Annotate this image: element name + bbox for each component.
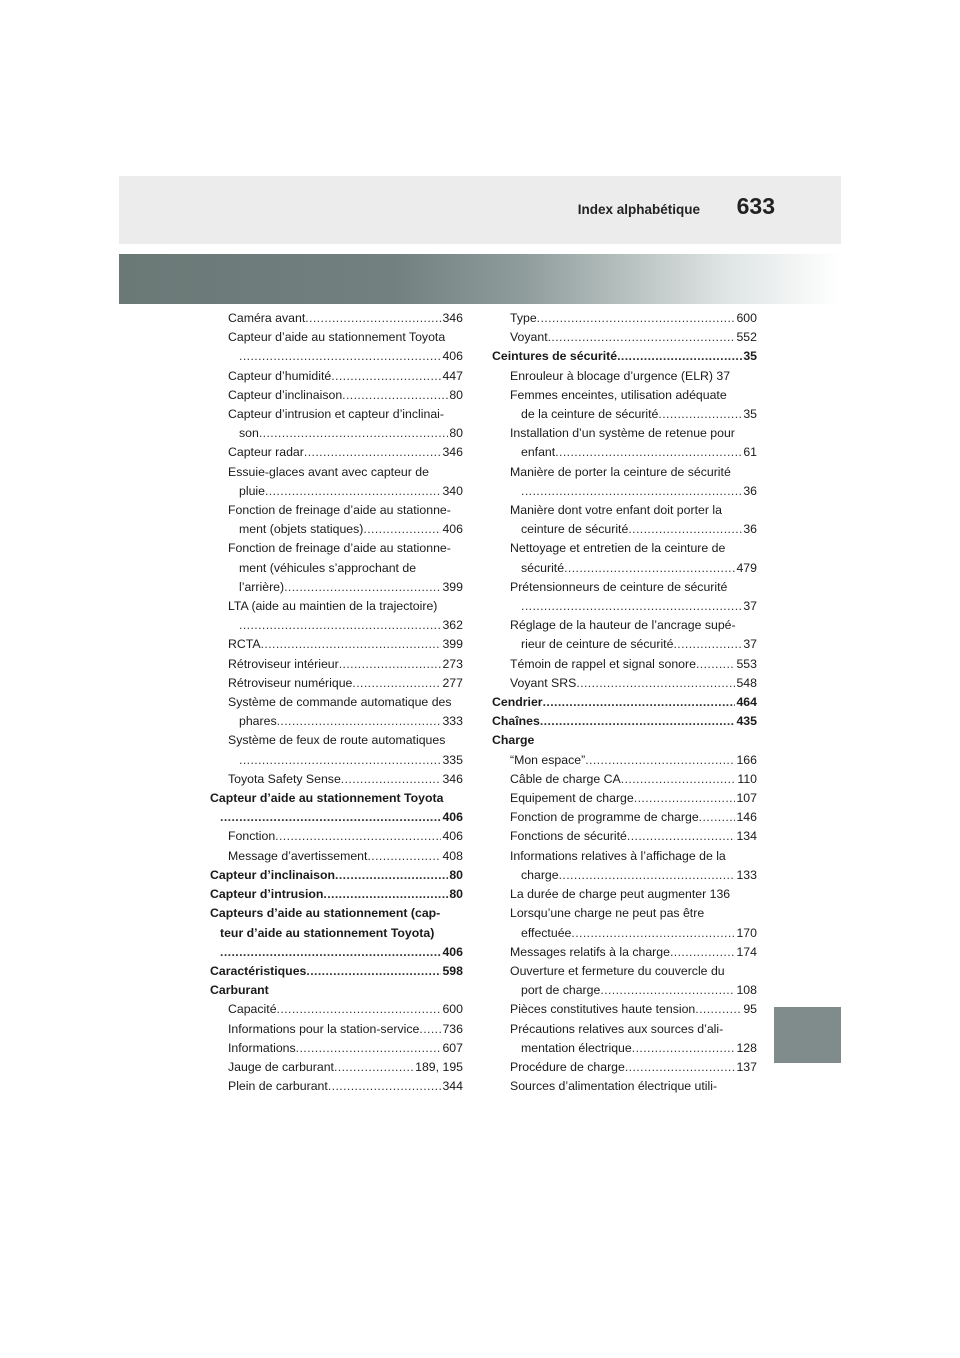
index-entry-term: Nettoyage et entretien de la ceinture de	[510, 541, 726, 556]
leader-dots	[335, 866, 448, 885]
index-entry	[492, 904, 757, 923]
leader-dots	[600, 981, 735, 1000]
index-entry-page[interactable]: 340	[442, 483, 463, 498]
index-entry-page[interactable]: 464	[736, 695, 757, 710]
index-entry-page[interactable]: 80	[449, 867, 463, 882]
index-entry-term: ment (objets statiques)	[239, 522, 364, 537]
leader-dots	[537, 309, 736, 328]
index-entry	[492, 693, 757, 712]
index-entry	[210, 1000, 463, 1019]
index-entry-term: mentation électrique	[521, 1040, 632, 1055]
leader-dots	[239, 616, 441, 635]
index-entry-term: effectuée	[521, 925, 572, 940]
index-entry	[492, 751, 757, 770]
index-entry-page[interactable]: 174	[736, 944, 757, 959]
index-entry	[210, 597, 463, 616]
index-entry	[210, 655, 463, 674]
leader-dots	[695, 1000, 742, 1019]
index-entry	[210, 1077, 463, 1096]
leader-dots	[305, 309, 441, 328]
index-entry-term: Capteur d’humidité	[228, 368, 332, 383]
leader-dots	[658, 405, 742, 424]
index-entry	[492, 962, 757, 981]
leader-dots	[342, 386, 448, 405]
index-entry-term: Câble de charge CA	[510, 771, 621, 786]
index-entry-page[interactable]: 346	[442, 771, 463, 786]
index-entry-term: Informations	[228, 1040, 296, 1055]
index-entry-term: LTA (aide au maintien de la trajectoire)	[228, 599, 438, 614]
index-entry-term: Enrouleur à blocage d’urgence (ELR) 37	[510, 368, 731, 383]
leader-dots	[239, 347, 441, 366]
index-entry	[492, 655, 757, 674]
index-entry-term: Caractéristiques	[210, 963, 307, 978]
index-entry	[210, 904, 463, 923]
index-entry-term: Informations pour la station-service	[228, 1021, 420, 1036]
index-entry	[210, 616, 463, 635]
index-entry-page[interactable]: 80	[449, 387, 463, 402]
index-entry	[492, 981, 757, 1000]
index-entry-term: son	[239, 426, 259, 441]
index-entry-page[interactable]: 553	[736, 656, 757, 671]
index-entry-page[interactable]: 333	[442, 714, 463, 729]
index-entry-page[interactable]: 346	[442, 445, 463, 460]
index-entry	[492, 463, 757, 482]
index-entry-page[interactable]: 600	[442, 1002, 463, 1017]
index-entry-term: Charge	[492, 733, 535, 748]
index-entry-term: Capteurs d’aide au stationnement (cap-	[210, 906, 441, 921]
index-entry-page[interactable]: 35	[743, 407, 757, 422]
index-entry-page[interactable]: 607	[442, 1040, 463, 1055]
index-entry	[210, 309, 463, 328]
index-entry	[210, 328, 463, 347]
section-thumb-tab	[774, 1007, 841, 1063]
index-entry-term: Capteur d’inclinaison	[228, 387, 343, 402]
index-entry	[210, 924, 463, 943]
index-entry	[210, 712, 463, 731]
index-entry-term: Capteur d’aide au stationnement Toyota	[210, 791, 444, 806]
index-entry-page[interactable]: 548	[736, 675, 757, 690]
leader-dots	[419, 1020, 441, 1039]
index-entry	[492, 731, 757, 750]
index-entry-page[interactable]: 80	[449, 426, 463, 441]
index-entry-page[interactable]: 362	[442, 618, 463, 633]
leader-dots	[341, 770, 442, 789]
index-entry	[492, 405, 757, 424]
index-entry	[492, 520, 757, 539]
index-entry-term: Cendrier	[492, 695, 543, 710]
index-entry-term: Jauge de carburant	[228, 1059, 334, 1074]
index-entry-page[interactable]: 36	[743, 522, 757, 537]
index-entry-term: Capacité	[228, 1002, 277, 1017]
decorative-band	[119, 254, 841, 304]
leader-dots	[265, 482, 441, 501]
index-entry	[492, 443, 757, 462]
leader-dots	[548, 328, 736, 347]
index-column-left	[210, 309, 463, 1096]
index-entry-page[interactable]: 600	[736, 311, 757, 325]
leader-dots	[277, 712, 442, 731]
index-entry	[210, 405, 463, 424]
index-entry-term: sécurité	[521, 560, 565, 575]
index-entry	[492, 501, 757, 520]
index-entry-page[interactable]: 552	[736, 330, 757, 345]
index-entry	[210, 424, 463, 443]
index-entry-term: Fonction de programme de charge	[510, 810, 699, 825]
index-entry	[492, 827, 757, 846]
index-entry-term: de la ceinture de sécurité	[521, 407, 659, 422]
leader-dots	[621, 770, 737, 789]
index-entry-term: Femmes enceintes, utilisation adéquate	[510, 387, 727, 402]
index-entry-term: Pièces constitutives haute tension	[510, 1002, 696, 1017]
index-entry-term: Capteur radar	[228, 445, 304, 460]
index-entry-term: Réglage de la hauteur de l’ancrage supé-	[510, 618, 736, 633]
index-entry-term: La durée de charge peut augmenter 136	[510, 887, 731, 902]
leader-dots	[284, 578, 441, 597]
index-entry	[492, 347, 757, 366]
index-entry	[492, 309, 757, 328]
index-entry-term: Fonction de freinage d’aide au stationne-	[228, 541, 451, 556]
index-entry	[210, 520, 463, 539]
index-entry	[210, 482, 463, 501]
index-entry-term: Capteur d’inclinaison	[210, 867, 336, 882]
index-entry	[492, 386, 757, 405]
index-entry-page[interactable]: 35	[743, 349, 757, 364]
index-entry	[492, 847, 757, 866]
index-entry-term: Equipement de charge	[510, 791, 634, 806]
leader-dots	[670, 943, 736, 962]
index-entry-term: Capteur d’aide au stationnement Toyota	[228, 330, 446, 345]
leader-dots	[261, 635, 442, 654]
index-entry-term: Type	[510, 311, 537, 325]
index-entry-page[interactable]: 61	[743, 445, 757, 460]
index-entry	[210, 386, 463, 405]
index-entry-term: Toyota Safety Sense	[228, 771, 341, 786]
index-entry-page[interactable]: 80	[449, 887, 463, 902]
index-entry-page[interactable]: 170	[736, 925, 757, 940]
index-entry-page[interactable]: 37	[743, 637, 757, 652]
index-entry	[492, 674, 757, 693]
index-entry	[492, 885, 757, 904]
index-entry-page[interactable]: 399	[442, 637, 463, 652]
index-entry-term: Précautions relatives aux sources d’ali-	[510, 1021, 724, 1036]
index-entry-term: Rétroviseur numérique	[228, 675, 353, 690]
index-entry	[492, 424, 757, 443]
index-entry	[210, 578, 463, 597]
leader-dots	[540, 712, 736, 731]
leader-dots	[543, 693, 736, 712]
index-entry	[492, 712, 757, 731]
index-entry-page[interactable]: 37	[743, 599, 757, 614]
index-entry	[492, 770, 757, 789]
index-entry-page[interactable]: 128	[736, 1040, 757, 1055]
index-entry	[492, 539, 757, 558]
leader-dots	[304, 443, 442, 462]
leader-dots	[634, 789, 736, 808]
index-entry-term: Message d’avertissement	[228, 848, 368, 863]
page-header	[119, 176, 841, 244]
index-entry-term: Messages relatifs à la charge	[510, 944, 670, 959]
index-column-right	[492, 309, 757, 1096]
index-entry-term: “Mon espace”	[510, 752, 586, 767]
index-entry	[210, 847, 463, 866]
index-entry	[492, 866, 757, 885]
leader-dots	[367, 847, 441, 866]
index-entry-term: Essuie-glaces avant avec capteur de	[228, 464, 429, 479]
index-entry	[210, 827, 463, 846]
index-entry	[492, 1020, 757, 1039]
leader-dots	[696, 655, 736, 674]
index-entry	[210, 501, 463, 520]
index-entry-page[interactable]: 95	[743, 1002, 757, 1017]
index-entry	[492, 789, 757, 808]
index-entry	[210, 347, 463, 366]
index-entry-term: Ouverture et fermeture du couvercle du	[510, 963, 725, 978]
index-entry-page[interactable]: 273	[442, 656, 463, 671]
index-entry	[210, 463, 463, 482]
leader-dots	[627, 827, 736, 846]
index-entry-page[interactable]: 406	[442, 810, 463, 825]
index-entry-page[interactable]: 406	[442, 349, 463, 364]
leader-dots	[259, 424, 448, 443]
index-entry	[210, 539, 463, 558]
leader-dots	[628, 520, 742, 539]
index-entry-term: Procédure de charge	[510, 1059, 625, 1074]
index-entry-page[interactable]: 447	[442, 368, 463, 383]
index-entry	[210, 693, 463, 712]
index-entry	[210, 1058, 463, 1077]
index-entry	[492, 1077, 757, 1096]
index-entry	[210, 443, 463, 462]
index-entry-page[interactable]: 36	[743, 483, 757, 498]
index-entry-page[interactable]: 108	[736, 983, 757, 998]
index-entry-term: Capteur d’intrusion et capteur d’inclinai-	[228, 407, 444, 422]
leader-dots	[339, 655, 442, 674]
index-entry-term: Installation d’un système de retenue pour	[510, 426, 735, 441]
index-entry-term: Prétensionneurs de ceinture de sécurité	[510, 579, 728, 594]
index-entry	[492, 924, 757, 943]
leader-dots	[352, 674, 441, 693]
leader-dots	[363, 520, 441, 539]
index-entry-term: RCTA	[228, 637, 261, 652]
index-entry-term: port de charge	[521, 983, 601, 998]
index-entry-page[interactable]: 146	[736, 810, 757, 825]
index-entry	[492, 559, 757, 578]
index-entry	[492, 808, 757, 827]
index-entry	[210, 751, 463, 770]
leader-dots	[331, 367, 441, 386]
index-entry-term: Fonction	[228, 829, 276, 844]
leader-dots	[564, 559, 735, 578]
index-entry-term: Carburant	[210, 983, 269, 998]
section-title: Index alphabétique	[577, 202, 700, 217]
leader-dots	[220, 808, 441, 827]
index-entry	[210, 808, 463, 827]
index-entry-page[interactable]: 133	[736, 867, 757, 882]
index-entry-page[interactable]: 406	[442, 944, 463, 959]
leader-dots	[296, 1039, 442, 1058]
index-entry	[210, 943, 463, 962]
index-entry-page[interactable]: 107	[736, 791, 757, 806]
index-entry	[492, 616, 757, 635]
index-entry-term: Voyant	[510, 330, 548, 345]
index-entry-term: Capteur d’intrusion	[210, 887, 324, 902]
index-entry	[492, 482, 757, 501]
index-entry-page[interactable]: 277	[442, 675, 463, 690]
leader-dots	[576, 674, 735, 693]
index-entry-page[interactable]: 406	[442, 522, 463, 537]
leader-dots	[632, 1039, 736, 1058]
leader-dots	[277, 1000, 442, 1019]
index-entry	[210, 866, 463, 885]
leader-dots	[673, 635, 742, 654]
index-entry-term: Informations relatives à l’affichage de la	[510, 848, 726, 863]
index-entry-term: ceinture de sécurité	[521, 522, 629, 537]
index-entry	[492, 367, 757, 386]
index-entry-page[interactable]: 435	[736, 714, 757, 729]
index-entry-page[interactable]: 346	[442, 311, 463, 325]
index-entry-term: Manière de porter la ceinture de sécurité	[510, 464, 731, 479]
index-entry-term: Caméra avant	[228, 311, 306, 325]
leader-dots	[585, 751, 735, 770]
index-entry-page[interactable]: 335	[442, 752, 463, 767]
index-entry	[210, 981, 463, 1000]
index-entry	[210, 770, 463, 789]
index-entry-term: Fonctions de sécurité	[510, 829, 627, 844]
leader-dots	[306, 962, 441, 981]
leader-dots	[571, 924, 735, 943]
index-entry	[492, 1058, 757, 1077]
index-entry	[492, 597, 757, 616]
index-entry	[492, 635, 757, 654]
index-entry-term: Ceintures de sécurité	[492, 349, 618, 364]
index-entry	[210, 674, 463, 693]
index-entry	[210, 1020, 463, 1039]
index-entry	[210, 1039, 463, 1058]
index-entry-term: Fonction de freinage d’aide au stationne-	[228, 503, 451, 518]
index-entry-term: Rétroviseur intérieur	[228, 656, 339, 671]
leader-dots	[328, 1077, 442, 1096]
index-entry	[492, 328, 757, 347]
leader-dots	[699, 808, 736, 827]
index-entry-term: teur d’aide au stationnement Toyota)	[220, 925, 435, 940]
leader-dots	[521, 597, 742, 616]
leader-dots	[617, 347, 742, 366]
index-entry-page[interactable]: 598	[442, 963, 463, 978]
leader-dots	[275, 827, 441, 846]
leader-dots	[220, 943, 441, 962]
index-entry	[210, 367, 463, 386]
index-entry-term: charge	[521, 867, 559, 882]
index-entry-page[interactable]: 189, 195	[415, 1059, 463, 1074]
leader-dots	[334, 1058, 414, 1077]
index-entry-page[interactable]: 479	[736, 560, 757, 575]
index-entry-term: l’arrière)	[239, 579, 285, 594]
index-entry-term: rieur de ceinture de sécurité	[521, 637, 674, 652]
index-entry-page[interactable]: 110	[737, 771, 757, 786]
index-entry-page[interactable]: 406	[442, 829, 463, 844]
index-entry	[210, 731, 463, 750]
index-entry	[210, 635, 463, 654]
index-entry-page[interactable]: 137	[736, 1059, 757, 1074]
index-entry	[210, 962, 463, 981]
index-entry	[492, 1039, 757, 1058]
index-entry-term: enfant	[521, 445, 556, 460]
index-entry-term: Témoin de rappel et signal sonore	[510, 656, 696, 671]
index-entry-term: Chaînes	[492, 714, 540, 729]
index-entry-page[interactable]: 736	[442, 1021, 463, 1036]
index-entry-term: Sources d’alimentation électrique utili-	[510, 1079, 718, 1094]
index-entry-term: Système de commande automatique des	[228, 695, 452, 710]
index-entry-page[interactable]: 344	[442, 1079, 463, 1094]
index-entry	[492, 1000, 757, 1019]
index-entry	[492, 943, 757, 962]
index-entry	[492, 578, 757, 597]
index-entry	[210, 789, 463, 808]
index-entry	[210, 559, 463, 578]
leader-dots	[239, 751, 441, 770]
index-entry-term: Plein de carburant	[228, 1079, 328, 1094]
index-entry-page[interactable]: 408	[442, 848, 463, 863]
page-number: 633	[736, 193, 775, 219]
index-entry-term: Lorsqu’une charge ne peut pas être	[510, 906, 705, 921]
leader-dots	[521, 482, 742, 501]
index-entry-page[interactable]: 166	[736, 752, 757, 767]
leader-dots	[555, 443, 742, 462]
index-entry-page[interactable]: 134	[736, 829, 757, 844]
leader-dots	[625, 1058, 736, 1077]
index-entry-term: ment (véhicules s’approchant de	[239, 560, 417, 575]
leader-dots	[323, 885, 448, 904]
index-entry-term: Voyant SRS	[510, 675, 577, 690]
leader-dots	[559, 866, 736, 885]
index-entry-term: Système de feux de route automatiques	[228, 733, 446, 748]
index-entry-page[interactable]: 399	[442, 579, 463, 594]
index-entry	[210, 885, 463, 904]
index-entry-term: pluie	[239, 483, 265, 498]
index-entry-term: phares	[239, 714, 277, 729]
index-entry-term: Manière dont votre enfant doit porter la	[510, 503, 722, 518]
